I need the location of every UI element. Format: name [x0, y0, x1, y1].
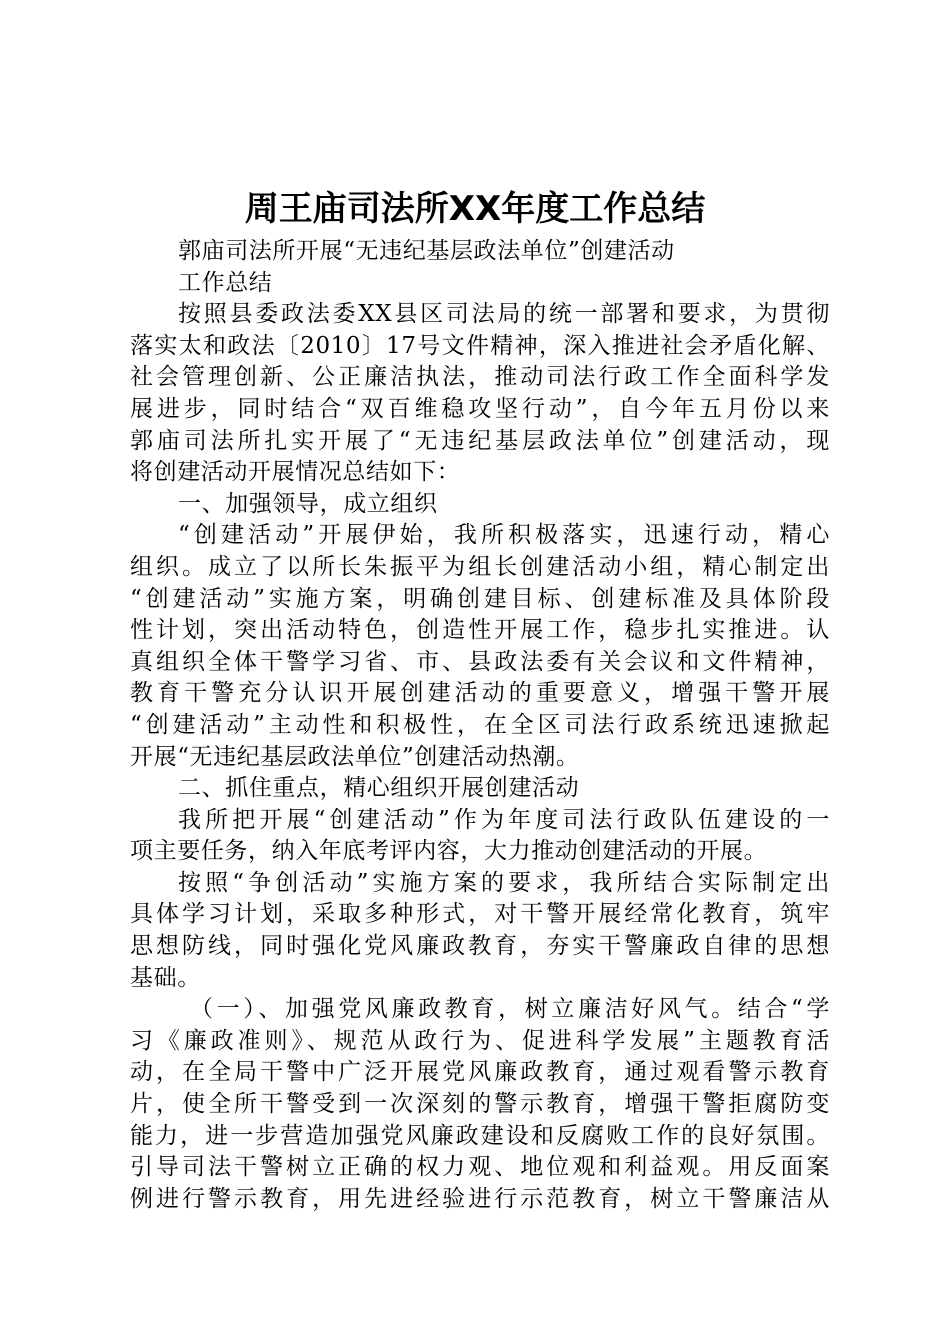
paragraph-line: 思想防线，同时强化党风廉政教育，夯实干警廉政自律的思想	[130, 933, 830, 960]
paragraph-line: 例进行警示教育，用先进经验进行示范教育，树立干警廉洁从	[130, 1185, 830, 1212]
subtitle-line: 工作总结	[178, 269, 273, 296]
paragraph-line: 教育干警充分认识开展创建活动的重要意义，增强干警开展	[130, 680, 830, 707]
paragraph-line: 社会管理创新、公正廉洁执法，推动司法行政工作全面科学发	[130, 364, 830, 391]
paragraph-line: 郭庙司法所扎实开展了“无违纪基层政法单位”创建活动，现	[130, 427, 830, 454]
paragraph-line: 按照“争创活动”实施方案的要求，我所结合实际制定出	[178, 869, 830, 896]
paragraph-line: 基础。	[130, 964, 201, 991]
paragraph-line: 落实太和政法〔2010〕17号文件精神，深入推进社会矛盾化解、	[130, 332, 830, 359]
section-heading: 二、抓住重点，精心组织开展创建活动	[178, 775, 580, 802]
paragraph-line: （一）、加强党风廉政教育，树立廉洁好风气。结合“学	[190, 996, 830, 1023]
paragraph-line: 动，在全局干警中广泛开展党风廉政教育，通过观看警示教育	[130, 1059, 830, 1086]
paragraph-line: 具体学习计划，采取多种形式，对干警开展经常化教育，筑牢	[130, 901, 830, 928]
paragraph-line: 项主要任务，纳入年底考评内容，大力推动创建活动的开展。	[130, 838, 768, 865]
document-body	[130, 236, 830, 1215]
section-heading: 一、加强领导，成立组织	[178, 490, 438, 517]
paragraph-line: 展进步，同时结合“双百维稳攻坚行动”，自今年五月份以来	[130, 395, 830, 422]
paragraph-line: 将创建活动开展情况总结如下：	[130, 459, 461, 486]
paragraph-line: 性计划，突出活动特色，创造性开展工作，稳步扎实推进。认	[130, 617, 830, 644]
paragraph-line: 引导司法干警树立正确的权力观、地位观和利益观。用反面案	[130, 1154, 830, 1181]
paragraph-line: 按照县委政法委XX县区司法局的统一部署和要求，为贯彻	[178, 301, 830, 328]
paragraph-line: 开展“无违纪基层政法单位”创建活动热潮。	[130, 743, 580, 770]
paragraph-line: 我所把开展“创建活动”作为年度司法行政队伍建设的一	[178, 806, 830, 833]
paragraph-line: “创建活动”主动性和积极性，在全区司法行政系统迅速掀起	[130, 711, 830, 738]
document-title: 周王庙司法所XX年度工作总结	[244, 189, 706, 229]
paragraph-line: 能力，进一步营造加强党风廉政建设和反腐败工作的良好氛围。	[130, 1122, 830, 1149]
subtitle-line: 郭庙司法所开展“无违纪基层政法单位”创建活动	[178, 238, 675, 264]
paragraph-line: 组织。成立了以所长朱振平为组长创建活动小组，精心制定出	[130, 553, 830, 580]
paragraph-line: “创建活动”开展伊始，我所积极落实，迅速行动，精心	[178, 522, 830, 549]
paragraph-line: 真组织全体干警学习省、市、县政法委有关会议和文件精神，	[130, 648, 830, 675]
paragraph-line: “创建活动”实施方案，明确创建目标、创建标准及具体阶段	[130, 585, 830, 612]
paragraph-line: 片，使全所干警受到一次深刻的警示教育，增强干警拒腐防变	[130, 1091, 830, 1118]
paragraph-line: 习《廉政准则》、规范从政行为、促进科学发展”主题教育活	[130, 1027, 830, 1054]
